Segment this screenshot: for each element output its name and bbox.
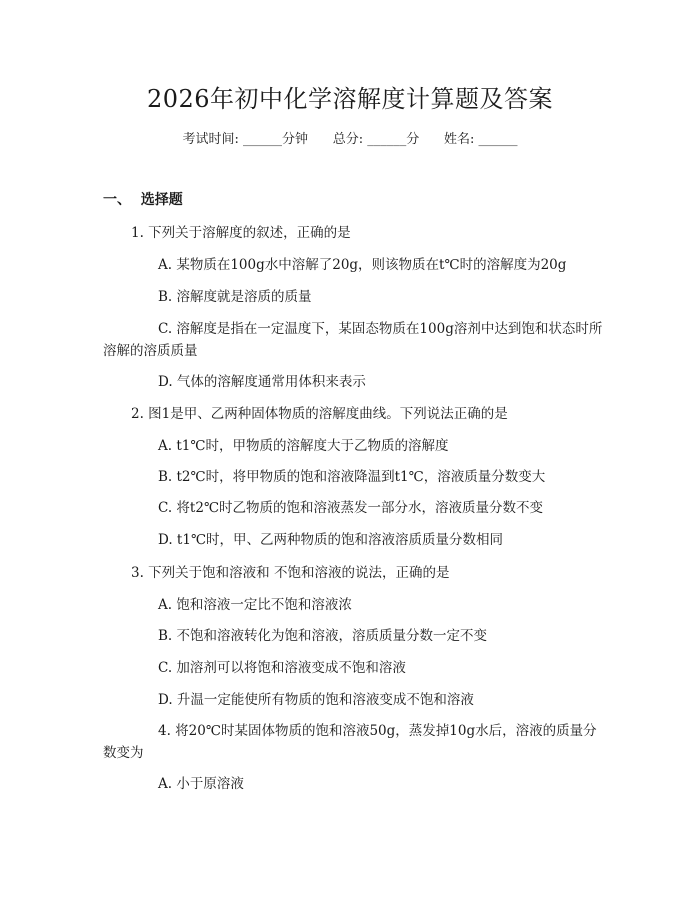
document-title: 2026年初中化学溶解度计算题及答案	[146, 85, 554, 113]
question-2-option-b: B. t2℃时，将甲物质的饱和溶液降温到t1℃，溶液质量分数变大	[158, 469, 546, 485]
section-heading: 一、 选择题	[103, 192, 183, 208]
question-1-option-b: B. 溶解度就是溶质的质量	[158, 289, 312, 305]
question-4: 4. 将20℃时某固体物质的饱和溶液50g，蒸发掉10g水后，溶液的质量分数变为	[103, 723, 597, 761]
question-4-option-a: A. 小于原溶液	[158, 776, 244, 792]
question-3: 3. 下列关于饱和溶液和 不饱和溶液的说法，正确的是	[131, 565, 450, 581]
question-2-option-a: A. t1℃时，甲物质的溶解度大于乙物质的溶解度	[158, 438, 449, 454]
question-3-option-a: A. 饱和溶液一定比不饱和溶液浓	[158, 597, 352, 613]
question-2: 2. 图1是甲、乙两种固体物质的溶解度曲线。下列说法正确的是	[131, 406, 508, 422]
question-1-option-d: D. 气体的溶解度通常用体积来表示	[158, 374, 366, 390]
exam-info-line: 考试时间: ______分钟 总分: ______分 姓名: ______	[182, 132, 518, 147]
question-3-option-d: D. 升温一定能使所有物质的饱和溶液变成不饱和溶液	[158, 692, 474, 708]
question-3-option-b: B. 不饱和溶液转化为饱和溶液，溶质质量分数一定不变	[158, 628, 488, 644]
question-1-option-c: C. 溶解度是指在一定温度下，某固态物质在100g溶剂中达到饱和状态时所溶解的溶质质量	[103, 321, 603, 359]
question-1-option-a: A. 某物质在100g水中溶解了20g，则该物质在t℃时的溶解度为20g	[158, 257, 567, 273]
question-1: 1. 下列关于溶解度的叙述，正确的是	[131, 225, 351, 241]
question-2-option-d: D. t1℃时，甲、乙两种物质的饱和溶液溶质质量分数相同	[158, 532, 504, 548]
question-3-option-c: C. 加溶剂可以将饱和溶液变成不饱和溶液	[158, 660, 406, 676]
question-2-option-c: C. 将t2℃时乙物质的饱和溶液蒸发一部分水，溶液质量分数不变	[158, 500, 544, 516]
